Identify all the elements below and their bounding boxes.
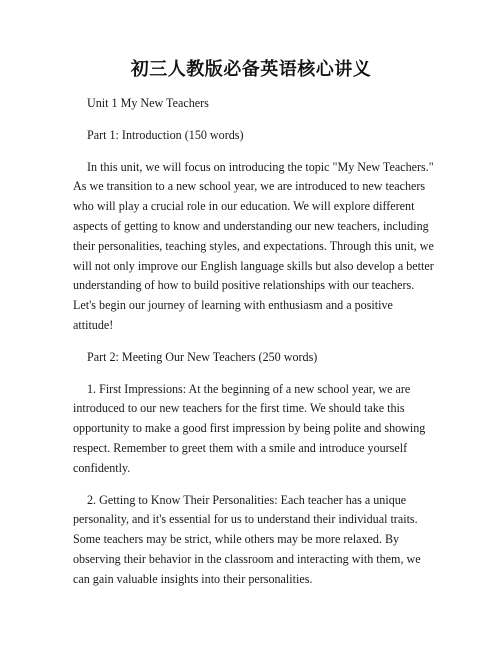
part2-item-2: 2. Getting to Know Their Personalities: Each teacher has a unique personality, and it's essential for us to understand their individual traits. Some teachers may be strict, while others may be more relaxed. By observing their behavior in the classroom and interacting with them, we can gain valuable insights into their personalities.	[73, 492, 421, 586]
unit-heading: Unit 1 My New Teachers	[87, 96, 209, 110]
document-title: 初三人教版必备英语核心讲义	[130, 59, 372, 80]
part1-paragraph: In this unit, we will focus on introducing the topic "My New Teachers." As we transition to a new school year, we are introduced to new teachers who will play a crucial role in our education. We will explore different aspects of getting to know and understanding our new teachers, including their personalities, teaching styles, and expectations. Through this unit, we will not only improve our English language skills but also develop a better understanding of how to build positive relationships with our teachers. Let's begin our journey of learning with enthusiasm and a positive attitude!	[73, 159, 434, 332]
part1-heading: Part 1: Introduction (150 words)	[87, 127, 244, 142]
part2-heading: Part 2: Meeting Our New Teachers (250 words)	[87, 349, 318, 364]
part2-item-1: 1. First Impressions: At the beginning of a new school year, we are introduced to our new teachers for the first time. We should take this opportunity to make a good first impression by being polite and showing respect. Remember to greet them with a smile and introduce yourself confidently.	[73, 381, 426, 475]
document-body	[73, 94, 435, 602]
